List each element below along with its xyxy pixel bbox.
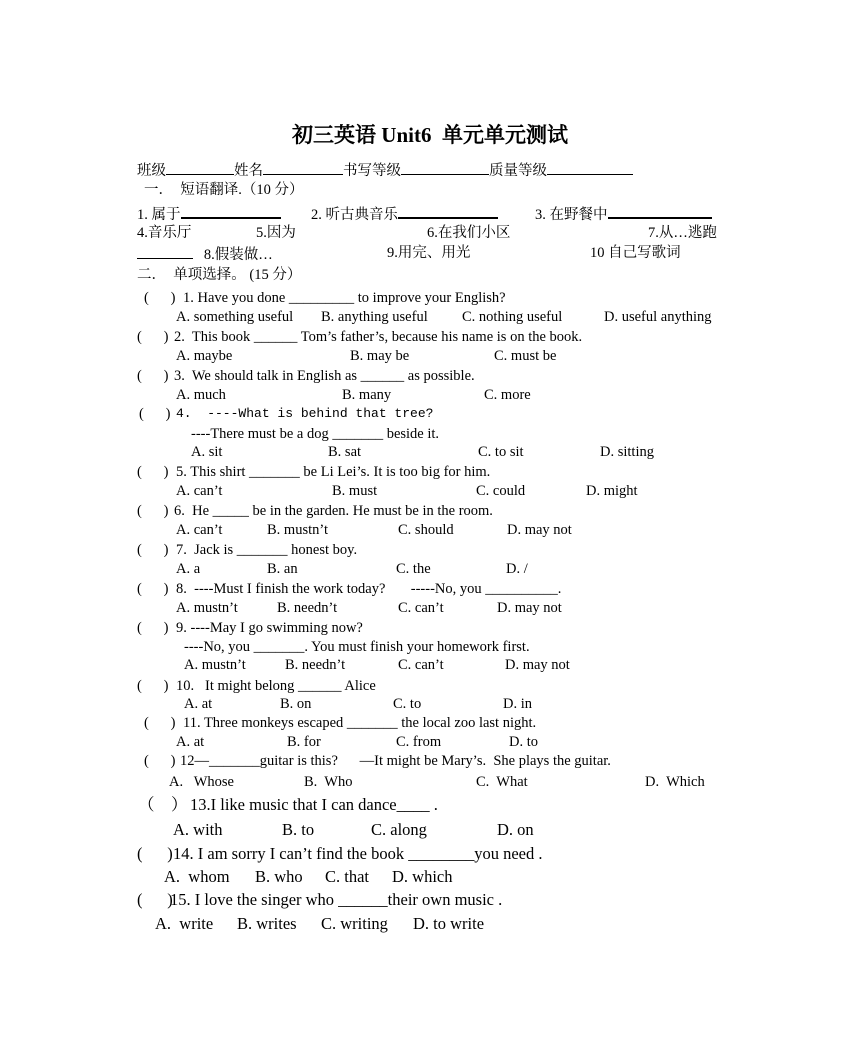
q11-option-a: A. at	[176, 734, 205, 750]
q14-option-b: B. who	[255, 867, 303, 886]
q2-stem: 2. This book ______ Tom’s father’s, because his name is on the book.	[174, 329, 583, 345]
q7-option-b: B. an	[267, 561, 298, 577]
q15-stem: 15. I love the singer who ______their own music .	[170, 890, 503, 909]
q9-option-a: A. mustn’t	[184, 657, 246, 673]
q14-stem: 14. I am sorry I can’t find the book ________you need .	[173, 844, 543, 863]
writing-grade-label: 书写等级	[343, 163, 401, 179]
q10-stem: 10. It might belong ______ Alice	[176, 678, 376, 694]
q8-option-c: C. can’t	[398, 600, 444, 616]
phrase-1-blank[interactable]	[181, 203, 281, 219]
q5-option-d: D. might	[586, 483, 638, 499]
q6-option-a: A. can’t	[176, 522, 223, 538]
section2-heading: 二． 单项选择。 (15 分）	[137, 267, 302, 283]
q10-option-b: B. on	[280, 696, 312, 712]
q6-option-d: D. may not	[507, 522, 572, 538]
q9-stem-reply: ----No, you _______. You must finish your homework first.	[184, 639, 530, 655]
q4-answer-paren[interactable]: ( )	[139, 406, 171, 422]
q14-option-d: D. which	[392, 867, 453, 886]
phrase-5: 5.因为	[256, 225, 296, 241]
q4-option-a: A. sit	[191, 444, 223, 460]
q10-option-a: A. at	[184, 696, 213, 712]
phrase-7-blank[interactable]	[137, 244, 193, 259]
q12-option-b: B. Who	[304, 774, 353, 790]
q8-answer-paren[interactable]: ( )	[137, 581, 169, 597]
q14-answer-paren[interactable]: ( )	[137, 844, 173, 863]
q8-option-b: B. needn’t	[277, 600, 338, 616]
q12-option-c: C. What	[476, 774, 528, 790]
q5-option-b: B. must	[332, 483, 378, 499]
name-label: 姓名	[234, 163, 263, 179]
q15-option-d: D. to write	[413, 914, 485, 933]
q4-option-c: C. to sit	[478, 444, 524, 460]
q11-option-d: D. to	[509, 734, 538, 750]
q3-answer-paren[interactable]: ( )	[137, 368, 169, 384]
q7-answer-paren[interactable]: ( )	[137, 542, 169, 558]
q11-option-b: B. for	[287, 734, 321, 750]
phrase-10: 10 自己写歌词	[590, 245, 681, 261]
phrase-2: 2. 听古典音乐	[311, 203, 498, 224]
q10-option-c: C. to	[393, 696, 422, 712]
writing-grade-blank[interactable]	[401, 160, 489, 175]
q13-option-a: A. with	[173, 820, 223, 839]
q3-option-b: B. many	[342, 387, 392, 403]
quality-grade-blank[interactable]	[547, 160, 633, 175]
q6-answer-paren[interactable]: ( )	[137, 503, 169, 519]
phrase-4: 4.音乐厅	[137, 225, 192, 241]
section1-heading: 一． 短语翻译.（10 分）	[144, 182, 304, 198]
q1-answer-paren[interactable]: ( )	[144, 290, 176, 306]
q4-stem-reply: ----There must be a dog _______ beside it.	[191, 426, 440, 442]
phrase-7: 7.从…逃跑	[648, 225, 717, 241]
q7-option-d: D. /	[506, 561, 528, 577]
q3-option-a: A. much	[176, 387, 226, 403]
q9-answer-paren[interactable]: ( )	[137, 620, 169, 636]
name-blank[interactable]	[263, 160, 343, 175]
q1-option-a: A. something useful	[176, 309, 294, 325]
q3-option-c: C. more	[484, 387, 531, 403]
q7-option-a: A. a	[176, 561, 201, 577]
q4-option-b: B. sat	[328, 444, 362, 460]
q14-option-c: C. that	[325, 867, 369, 886]
q1-option-c: C. nothing useful	[462, 309, 563, 325]
q10-answer-paren[interactable]: ( )	[137, 678, 169, 694]
q15-answer-paren[interactable]: ( )	[137, 890, 173, 909]
phrase-6: 6.在我们小区	[427, 225, 511, 241]
q13-option-c: C. along	[371, 820, 427, 839]
q5-option-a: A. can’t	[176, 483, 223, 499]
q9-option-c: C. can’t	[398, 657, 444, 673]
q5-stem: 5. This shirt _______ be Li Lei’s. It is too big for him.	[176, 464, 491, 480]
q8-option-d: D. may not	[497, 600, 562, 616]
q3-stem: 3. We should talk in English as ______ as possible.	[174, 368, 475, 384]
q4-stem: 4. ----What is behind that tree?	[176, 406, 434, 421]
q4-option-d: D. sitting	[600, 444, 654, 460]
q15-option-a: A. write	[155, 914, 214, 933]
q1-option-b: B. anything useful	[321, 309, 428, 325]
q1-stem: 1. Have you done _________ to improve your English?	[183, 290, 506, 306]
q2-option-a: A. maybe	[176, 348, 233, 364]
class-label: 班级	[137, 163, 166, 179]
q11-answer-paren[interactable]: ( )	[144, 715, 176, 731]
q2-answer-paren[interactable]: ( )	[137, 329, 169, 345]
q12-option-a: A. Whose	[169, 774, 234, 790]
q15-option-b: B. writes	[237, 914, 297, 933]
q13-option-d: D. on	[497, 820, 534, 839]
q8-stem: 8. ----Must I finish the work today? -----No, you __________.	[176, 581, 562, 597]
phrase-1: 1. 属于	[137, 203, 281, 224]
q6-stem: 6. He _____ be in the garden. He must be in the room.	[174, 503, 493, 519]
phrase-9: 9.用完、用光	[387, 245, 471, 261]
q7-option-c: C. the	[396, 561, 431, 577]
student-info-line	[137, 160, 633, 180]
page-title: 初三英语 Unit6 单元单元测试	[292, 123, 568, 147]
phrase-2-blank[interactable]	[398, 203, 498, 219]
q9-option-d: D. may not	[505, 657, 570, 673]
q5-option-c: C. could	[476, 483, 526, 499]
q13-option-b: B. to	[282, 820, 315, 839]
phrase-3-blank[interactable]	[608, 203, 712, 219]
phrase-7-8-line	[137, 244, 273, 264]
q13-answer-paren[interactable]: （ ）	[138, 795, 188, 814]
q11-option-c: C. from	[396, 734, 442, 750]
phrase-8: 8.假装做…	[203, 247, 273, 263]
q5-answer-paren[interactable]: ( )	[137, 464, 169, 480]
q15-option-c: C. writing	[321, 914, 388, 933]
q2-option-c: C. must be	[494, 348, 557, 364]
q7-stem: 7. Jack is _______ honest boy.	[176, 542, 358, 558]
quality-grade-label: 质量等级	[489, 163, 547, 179]
q10-option-d: D. in	[503, 696, 532, 712]
q12-option-d: D. Which	[645, 774, 705, 790]
q8-option-a: A. mustn’t	[176, 600, 238, 616]
q14-option-a: A. whom	[164, 867, 230, 886]
q12-answer-paren[interactable]: ( )	[144, 753, 176, 769]
q9-stem: 9. ----May I go swimming now?	[176, 620, 363, 636]
class-blank[interactable]	[166, 160, 234, 175]
q11-stem: 11. Three monkeys escaped _______ the local zoo last night.	[183, 715, 537, 731]
q6-option-c: C. should	[398, 522, 454, 538]
q9-option-b: B. needn’t	[285, 657, 346, 673]
phrase-3: 3. 在野餐中	[535, 203, 712, 224]
q13-stem: 13.I like music that I can dance____ .	[190, 795, 438, 814]
q12-stem: 12—_______guitar is this? —It might be Mary’s. She plays the guitar.	[180, 753, 611, 769]
q2-option-b: B. may be	[350, 348, 410, 364]
q6-option-b: B. mustn’t	[267, 522, 328, 538]
q1-option-d: D. useful anything	[604, 309, 712, 325]
